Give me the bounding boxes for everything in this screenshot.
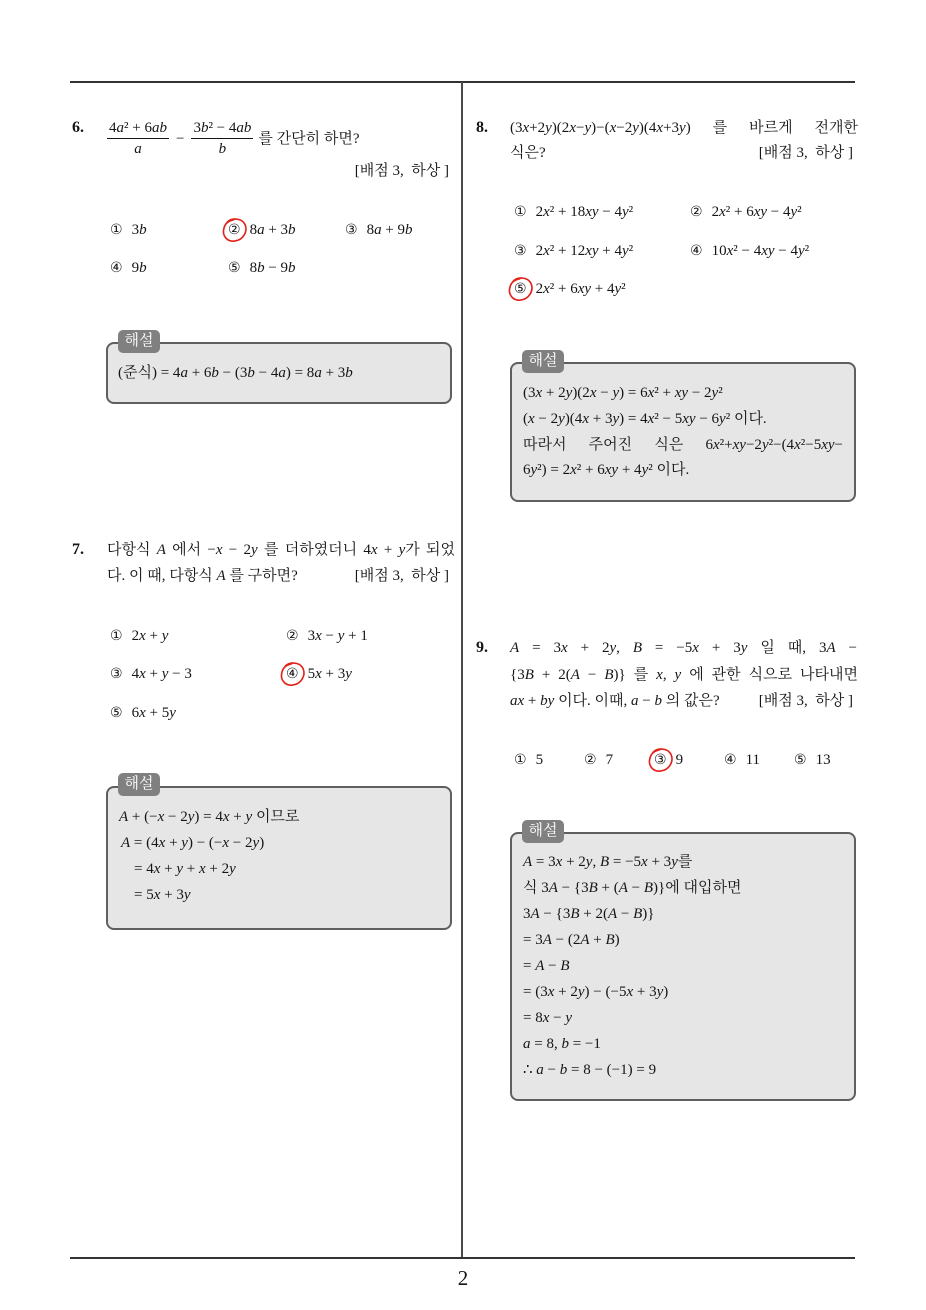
math-variable: y (614, 281, 622, 297)
math-variable: y (711, 385, 719, 401)
choice-4 (110, 258, 147, 278)
choice-number: ② (228, 220, 241, 240)
choice-number: ② (286, 628, 299, 644)
solution-line: 식 3A − {3B + (A − B)}에 대입하면 (523, 880, 742, 896)
solution-line: ∴ a − b = 8 − (−1) = 9 (523, 1062, 657, 1078)
choice-2 (584, 750, 613, 770)
fraction (191, 118, 253, 159)
math-variable: x (609, 120, 617, 136)
choice-text: 9b (131, 260, 147, 276)
choice-number: ① (514, 752, 527, 768)
choice-text: 11 (745, 752, 761, 768)
math-variable: x (522, 120, 530, 136)
math-variable: B (604, 667, 614, 683)
choice-2 (286, 626, 368, 646)
problem-stem-line: 식은? (510, 145, 546, 161)
solution-line: = 3A − (2A + B) (523, 932, 620, 948)
choice-2 (228, 220, 296, 240)
math-variable: y (641, 462, 649, 478)
page-number: 2 (457, 1266, 469, 1290)
math-variable: y (585, 854, 593, 870)
math-variable: B (560, 958, 570, 974)
choice-number: ③ (514, 243, 527, 259)
choice-text: 2x + y (131, 628, 169, 644)
solution-line: = 5x + 3y (134, 887, 191, 903)
solution-line: 3A − {3B + 2(A − B)} (523, 906, 655, 922)
math-variable: A (535, 958, 545, 974)
answer-mark-stroke (649, 749, 671, 771)
math-variable: b (561, 1036, 569, 1052)
math-variable: y (345, 666, 352, 682)
math-variable: A (510, 640, 520, 656)
math-variable: b (139, 222, 147, 238)
choice-text: 8a + 3b (249, 222, 296, 238)
choice-text: 3x − y + 1 (307, 628, 368, 644)
math-variable: x (153, 861, 161, 877)
math-variable: y (252, 835, 260, 851)
math-variable: a (314, 365, 322, 381)
math-variable: A (607, 906, 618, 922)
choice-text: 2x² + 6xy − 4y² (711, 204, 802, 220)
math-variable: a (180, 365, 188, 381)
problem-stem-line: (3x+2y)(2x−y)−(x−2y)(4x+3y) 를 바르게 전개한 (510, 120, 858, 136)
problem-number: 9. (476, 639, 488, 656)
solution-line: (준식) = 4a + 6b − (3b − 4a) = 8a + 3b (118, 365, 353, 381)
math-variable: ab (236, 120, 252, 136)
problem-stem-line: ax + by 이다. 이때, a − b 의 값은? (510, 693, 720, 709)
choice-text: 8a + 9b (366, 222, 413, 238)
math-variable: x (528, 411, 535, 427)
choice-3 (514, 241, 633, 261)
math-variable: y (558, 411, 565, 427)
math-variable: xy (585, 243, 599, 259)
solution-line: = A − B (523, 958, 570, 974)
math-variable: x (315, 666, 322, 682)
fraction-denominator (107, 139, 169, 159)
choice-1 (110, 220, 147, 240)
choice-1 (514, 750, 543, 770)
math-variable: y (679, 120, 686, 136)
math-variable: x (656, 120, 664, 136)
math-variable: x (222, 835, 230, 851)
math-variable: y (609, 640, 617, 656)
answer-mark-circle (647, 746, 674, 773)
solution-line: 따라서 주어진 식은 6x²+xy−2y²−(4x²−5xy− (523, 437, 843, 453)
math-variable: A (570, 667, 580, 683)
solution-line: a = 8, b = −1 (523, 1036, 601, 1052)
math-variable: xy (682, 411, 696, 427)
math-variable: A (523, 854, 533, 870)
choice-4 (690, 241, 809, 261)
choice-number: ⑤ (794, 752, 807, 768)
solution-line: A = (4x + y) − (−x − 2y) (121, 835, 265, 851)
math-variable: y (612, 411, 620, 427)
choice-number: ⑤ (110, 705, 123, 721)
choice-text: 8b − 9b (249, 260, 296, 276)
math-variable: x (139, 705, 146, 721)
math-variable: B (632, 640, 642, 656)
math-variable: b (211, 365, 219, 381)
math-variable: y (187, 809, 195, 825)
math-variable: y (161, 666, 169, 682)
math-variable: y (622, 204, 629, 220)
choice-number: ⑤ (514, 279, 527, 299)
math-variable: y (671, 854, 678, 870)
math-variable: y (790, 204, 798, 220)
math-variable: x (719, 204, 726, 220)
answer-mark-stroke (509, 278, 531, 300)
score-info: [배점 3, 하상 ] (354, 163, 449, 179)
math-variable: x (570, 462, 577, 478)
math-variable: a (257, 222, 265, 238)
column-divider (461, 82, 463, 1258)
problem-stem-line: {3B + 2(A − B)} 를 x, y 에 관한 식으로 나타내면 (510, 667, 858, 683)
solution-line: (x − 2y)(4x + 3y) = 4x² − 5xy − 6y² 이다. (523, 411, 767, 427)
math-variable: b (247, 365, 255, 381)
solution-line: A = 3x + 2y, B = −5x + 3y를 (523, 854, 693, 870)
math-variable: A (156, 542, 166, 558)
math-variable: a (631, 693, 639, 709)
choice-number: ① (514, 204, 527, 220)
math-variable: xy (604, 462, 619, 478)
math-variable: xy (585, 204, 599, 220)
math-variable: a (536, 1062, 544, 1078)
choice-text: 3b (131, 222, 147, 238)
choice-number: ④ (110, 260, 123, 276)
math-variable: x (713, 437, 720, 453)
choice-number: ② (584, 752, 597, 768)
solution-label: 해설 (522, 820, 564, 843)
choice-5 (110, 703, 176, 723)
math-variable: xy (577, 281, 592, 297)
choice-text: 6x + 5y (131, 705, 176, 721)
choice-number: ④ (286, 664, 299, 684)
math-variable: b (345, 365, 353, 381)
choice-4 (286, 664, 352, 684)
math-variable: B (588, 880, 598, 896)
math-variable: xy (753, 204, 768, 220)
choice-number: ③ (345, 222, 358, 238)
math-variable: b (559, 1062, 568, 1078)
choice-2 (690, 202, 802, 222)
answer-mark-circle (221, 216, 248, 243)
math-variable: ab (151, 120, 167, 136)
choice-text: 5x + 3y (307, 666, 352, 682)
solution-line: A + (−x − 2y) = 4x + y 이므로 (119, 809, 300, 825)
math-variable: A (216, 568, 226, 584)
answer-mark-circle (279, 660, 306, 687)
choice-text: 2x² + 6xy + 4y² (535, 281, 626, 297)
choice-text: 10x² − 4xy − 4y² (711, 243, 810, 259)
math-variable: x (626, 984, 634, 1000)
math-variable: x (547, 984, 555, 1000)
math-variable: x (199, 861, 206, 877)
math-variable: a (116, 120, 124, 136)
score-info: [배점 3, 하상 ] (758, 145, 853, 161)
math-variable: a (278, 365, 286, 381)
math-variable: x (215, 542, 223, 558)
choice-5 (514, 279, 626, 299)
math-variable: A (119, 809, 129, 825)
problem-number: 6. (72, 119, 84, 136)
math-variable: B (643, 880, 654, 896)
math-variable: A (580, 932, 590, 948)
math-variable: y (398, 542, 406, 558)
math-variable: y (251, 542, 258, 558)
choice-5 (228, 258, 296, 278)
choice-number: ③ (110, 666, 123, 682)
choice-number: ① (110, 628, 123, 644)
solution-line: = 4x + y + x + 2y (134, 861, 236, 877)
math-variable: y (565, 1010, 573, 1026)
choice-text: 13 (815, 752, 831, 768)
choice-text: 4x + y − 3 (131, 666, 192, 682)
choice-1 (110, 626, 168, 646)
choice-text: 2x² + 18xy − 4y² (535, 204, 634, 220)
fraction-numerator: 4a² + 6ab (107, 118, 169, 139)
solution-line: (3x + 2y)(2x − y) = 6x² + xy − 2y² (523, 385, 723, 401)
choice-1 (514, 202, 633, 222)
math-variable: x (157, 809, 165, 825)
math-variable: b (288, 222, 296, 238)
math-variable: B (633, 906, 643, 922)
math-variable: y (740, 640, 748, 656)
math-variable: b (288, 260, 296, 276)
choice-text: 2x² + 12xy + 4y² (535, 243, 634, 259)
choice-4 (724, 750, 760, 770)
math-variable: x (543, 281, 550, 297)
math-variable: A (548, 880, 558, 896)
math-variable: y (674, 667, 682, 683)
math-variable: B (605, 932, 615, 948)
math-variable: b (405, 222, 413, 238)
math-variable: y (161, 628, 169, 644)
math-variable: y (584, 120, 592, 136)
fraction (107, 118, 169, 159)
math-variable: x (641, 854, 648, 870)
math-variable: y (169, 705, 176, 721)
problem-stem-line: 다. 이 때, 다항식 A 를 구하면? (107, 568, 298, 584)
math-variable: xy (674, 385, 689, 401)
math-variable: x (535, 385, 543, 401)
problem-stem (107, 118, 360, 159)
fraction-numerator: 3b² − 4ab (191, 118, 253, 139)
math-variable: xy (761, 243, 775, 259)
stem-text: 를 간단히 하면? (258, 130, 360, 147)
choice-number: ④ (724, 752, 737, 768)
math-variable: a (374, 222, 382, 238)
math-variable: y (656, 984, 664, 1000)
math-variable: x (543, 204, 550, 220)
math-variable: x (139, 666, 146, 682)
math-variable: x (569, 120, 576, 136)
math-variable: y (622, 243, 629, 259)
math-variable: y (798, 243, 805, 259)
choice-number: ⑤ (228, 260, 241, 276)
math-variable: x (794, 437, 801, 453)
solution-line: = 8x − y (523, 1010, 573, 1026)
math-variable: b (257, 260, 265, 276)
math-variable: x (158, 835, 166, 851)
solution-label: 해설 (118, 330, 160, 353)
math-variable: A (121, 835, 131, 851)
solution-line: 6y²) = 2x² + 6xy + 4y² 이다. (523, 462, 690, 478)
score-info: [배점 3, 하상 ] (354, 568, 449, 584)
math-variable: x (542, 1010, 550, 1026)
math-variable: xy (821, 437, 835, 453)
choice-text: 7 (605, 752, 614, 768)
math-variable: y (565, 385, 573, 401)
math-variable: x (153, 887, 161, 903)
math-variable: x (647, 385, 655, 401)
answer-mark-circle (507, 275, 534, 302)
answer-mark-stroke (223, 219, 245, 241)
score-info: [배점 3, 하상 ] (758, 693, 853, 709)
math-variable: y (337, 628, 345, 644)
bottom-rule (70, 1257, 855, 1259)
math-variable: A (542, 932, 552, 948)
math-variable: y (761, 437, 769, 453)
math-variable: y (612, 385, 620, 401)
math-variable: A (530, 906, 540, 922)
math-variable: xy (732, 437, 746, 453)
math-variable: B (570, 906, 580, 922)
math-variable: y (183, 887, 191, 903)
choice-3 (345, 220, 413, 240)
choice-text: 5 (535, 752, 544, 768)
problem-number: 7. (72, 541, 84, 558)
math-variable: x (656, 667, 663, 683)
choice-text: 9 (675, 752, 684, 768)
math-variable: y (577, 984, 585, 1000)
math-variable: a (523, 1036, 531, 1052)
choice-number: ② (690, 204, 703, 220)
problem-number: 8. (476, 119, 488, 136)
math-variable: b (654, 693, 662, 709)
choice-3 (110, 664, 192, 684)
fraction-denominator (191, 139, 253, 159)
math-variable: x (582, 411, 589, 427)
minus-sign: − (175, 130, 185, 147)
math-variable: x (370, 542, 378, 558)
math-variable: B (599, 854, 610, 870)
math-variable: x (543, 243, 550, 259)
math-variable: y (181, 835, 188, 851)
math-variable: x (647, 411, 655, 427)
math-variable: y (545, 120, 552, 136)
math-variable: x (139, 628, 146, 644)
math-variable: y (245, 809, 253, 825)
math-variable: x (589, 385, 597, 401)
choice-number: ③ (654, 750, 667, 770)
math-variable: y (530, 462, 538, 478)
math-variable: b (200, 120, 209, 136)
math-variable: B (524, 667, 534, 683)
math-variable: x (692, 640, 699, 656)
math-variable: y (632, 120, 639, 136)
solution-label: 해설 (522, 350, 564, 373)
solution-line: = (3x + 2y) − (−5x + 3y) (523, 984, 669, 1000)
math-variable: x (555, 854, 563, 870)
solution-label: 해설 (118, 773, 160, 796)
math-variable: ax (510, 693, 525, 709)
problem-stem-line: 다항식 A 에서 −x − 2y 를 더하였더니 4x + y가 되었 (107, 542, 455, 558)
choice-number: ① (110, 222, 123, 238)
choice-3 (654, 750, 683, 770)
math-variable: x (560, 640, 568, 656)
problem-stem-line: A = 3x + 2y, B = −5x + 3y 일 때, 3A − (510, 640, 858, 656)
math-variable: b (218, 141, 227, 157)
math-variable: by (540, 693, 555, 709)
math-variable: x (222, 809, 230, 825)
math-variable: y (719, 411, 726, 427)
math-variable: A (618, 880, 628, 896)
math-variable: y (176, 861, 184, 877)
math-variable: x (315, 628, 322, 644)
answer-mark-stroke (281, 663, 303, 685)
math-variable: A (826, 640, 836, 656)
math-variable: y (229, 861, 236, 877)
math-variable: x (726, 243, 734, 259)
math-variable: a (134, 141, 142, 157)
math-variable: b (139, 260, 147, 276)
choice-number: ④ (690, 243, 703, 259)
choice-5 (794, 750, 831, 770)
